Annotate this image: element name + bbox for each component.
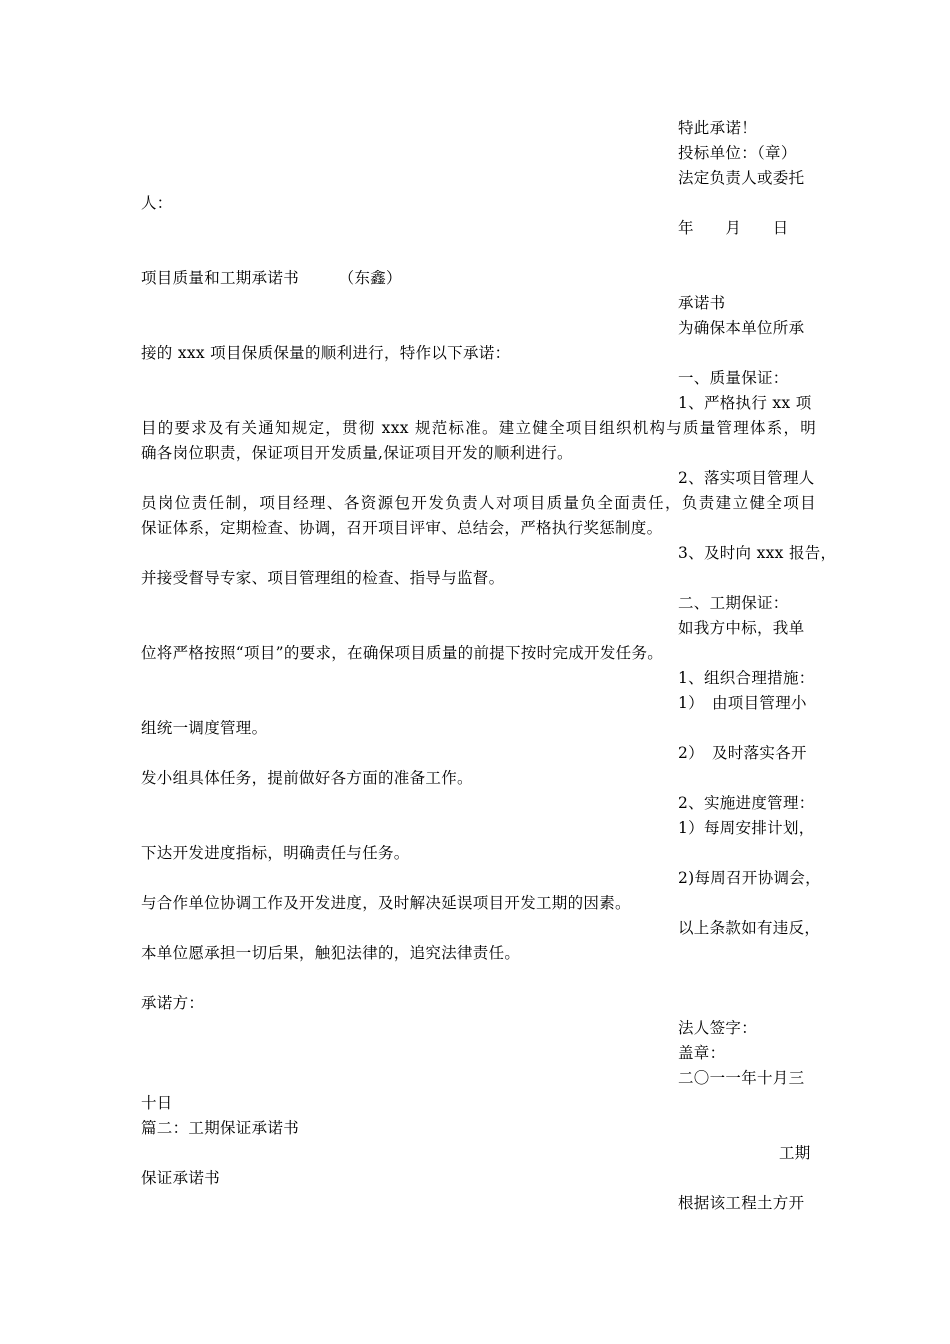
text-line: 盖章： bbox=[678, 1044, 726, 1062]
text-line: 保证体系，定期检查、协调，召开项目评审、总结会，严格执行奖惩制度。 bbox=[141, 519, 663, 537]
text-line: 1、组织合理措施： bbox=[678, 669, 815, 687]
text-line: 法人签字： bbox=[678, 1019, 758, 1037]
text-line: 人： bbox=[141, 194, 173, 212]
text-line: 1） 由项目管理小 bbox=[678, 694, 807, 712]
text-line: 3、及时向 xxx 报告， bbox=[678, 544, 837, 562]
text-line: 2） 及时落实各开 bbox=[678, 744, 807, 762]
text-line: 组统一调度管理。 bbox=[141, 719, 268, 737]
document-title: 项目质量和工期承诺书 （东鑫） bbox=[141, 269, 402, 287]
text-line: 年 月 日 bbox=[678, 219, 789, 237]
text-line: 法定负责人或委托 bbox=[678, 169, 805, 187]
section-heading: 二、工期保证： bbox=[678, 594, 789, 612]
text-line: 2、落实项目管理人 bbox=[678, 469, 815, 487]
text-line: 2、实施进度管理： bbox=[678, 794, 815, 812]
text-line: 特此承诺！ bbox=[678, 119, 758, 137]
text-line: 员岗位责任制，项目经理、各资源包开发负责人对项目质量负全面责任，负责建立健全项目 bbox=[141, 494, 816, 512]
text-line: 根据该工程土方开 bbox=[678, 1194, 805, 1212]
text-line: 十日 bbox=[141, 1094, 173, 1112]
text-line: 1）每周安排计划， bbox=[678, 819, 815, 837]
text-line: 与合作单位协调工作及开发进度，及时解决延误项目开发工期的因素。 bbox=[141, 894, 631, 912]
text-line: 投标单位：（章） bbox=[678, 144, 797, 162]
section-heading: 一、质量保证： bbox=[678, 369, 789, 387]
text-line: 2)每周召开协调会， bbox=[678, 869, 821, 887]
text-line: 为确保本单位所承 bbox=[678, 319, 805, 337]
text-line: 承诺方： bbox=[141, 994, 205, 1012]
text-line: 确各岗位职责，保证项目开发质量,保证项目开发的顺利进行。 bbox=[141, 444, 573, 462]
text-line: 保证承诺书 bbox=[141, 1169, 221, 1187]
text-line: 目的要求及有关通知规定，贯彻 xxx 规范标准。建立健全项目组织机构与质量管理体系，明 bbox=[141, 419, 816, 437]
text-line: 下达开发进度指标，明确责任与任务。 bbox=[141, 844, 410, 862]
text-line: 发小组具体任务，提前做好各方面的准备工作。 bbox=[141, 769, 473, 787]
text-line: 并接受督导专家、项目管理组的检查、指导与监督。 bbox=[141, 569, 505, 587]
text-line: 以上条款如有违反， bbox=[678, 919, 821, 937]
text-line: 二〇一一年十月三 bbox=[678, 1069, 805, 1087]
text-line: 如我方中标，我单 bbox=[678, 619, 805, 637]
text-line: 位将严格按照“项目”的要求，在确保项目质量的前提下按时完成开发任务。 bbox=[141, 644, 664, 662]
text-line: 1、严格执行 xx 项 bbox=[678, 394, 812, 412]
text-line: 本单位愿承担一切后果，触犯法律的，追究法律责任。 bbox=[141, 944, 521, 962]
text-line: 承诺书 bbox=[678, 294, 726, 312]
text-line: 接的 xxx 项目保质保量的顺利进行，特作以下承诺： bbox=[141, 344, 511, 362]
section-title: 篇二：工期保证承诺书 bbox=[141, 1119, 300, 1137]
text-line: 工期 bbox=[779, 1144, 811, 1162]
